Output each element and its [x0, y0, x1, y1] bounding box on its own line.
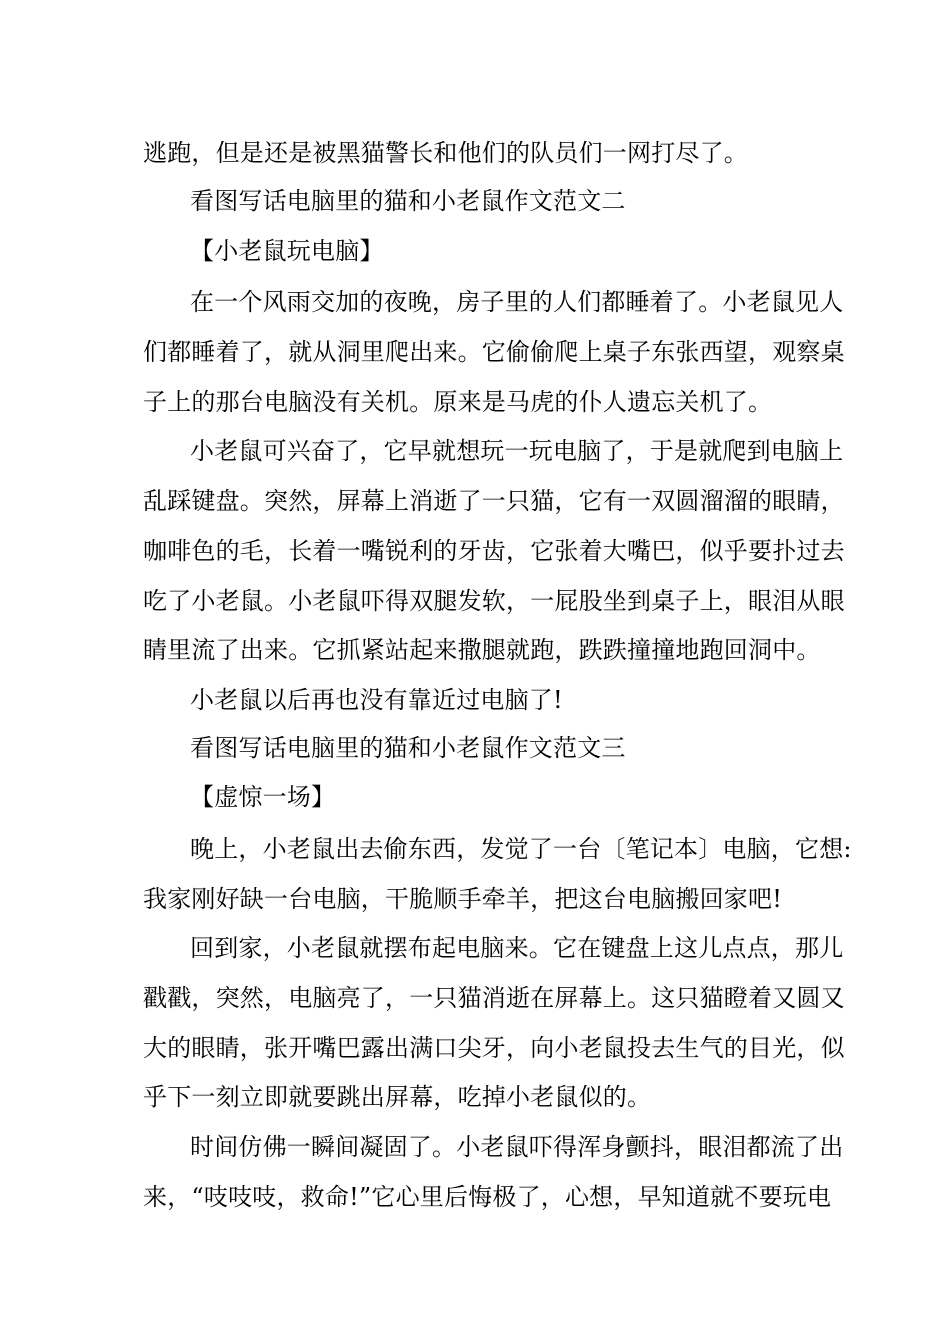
section-title: 看图写话电脑里的猫和小老鼠作文范文三 [190, 734, 626, 762]
paragraph-line: 我家刚好缺一台电脑，干脆顺手牵羊，把这台电脑搬回家吧! [143, 885, 783, 913]
paragraph-line: 晚上，小老鼠出去偷东西，发觉了一台〔笔记本〕电脑，它想: [190, 835, 852, 863]
paragraph-line: 时间仿佛一瞬间凝固了。小老鼠吓得浑身颤抖，眼泪都流了出 [190, 1133, 844, 1161]
paragraph-line: 乎下一刻立即就要跳出屏幕，吃掉小老鼠似的。 [143, 1083, 652, 1111]
paragraph-line: 睛里流了出来。它抓紧站起来撒腿就跑，跌跌撞撞地跑回洞中。 [143, 636, 821, 664]
paragraph-line: 戳戳，突然，电脑亮了，一只猫消逝在屏幕上。这只猫瞪着又圆又 [143, 984, 845, 1012]
section-title: 看图写话电脑里的猫和小老鼠作文范文二 [190, 187, 626, 215]
paragraph-line: 子上的那台电脑没有关机。原来是马虎的仆人遗忘关机了。 [143, 388, 773, 416]
paragraph-line: 回到家，小老鼠就摆布起电脑来。它在键盘上这儿点点，那儿 [190, 934, 844, 962]
paragraph-line: 在一个风雨交加的夜晚，房子里的人们都睡着了。小老鼠见人 [190, 288, 844, 316]
paragraph-line: 逃跑，但是还是被黑猫警长和他们的队员们一网打尽了。 [143, 139, 748, 167]
paragraph-line: 小老鼠可兴奋了，它早就想玩一玩电脑了，于是就爬到电脑上 [190, 437, 844, 465]
paragraph-line: 咖啡色的毛，长着一嘴锐利的牙齿，它张着大嘴巴，似乎要扑过去 [143, 537, 845, 565]
paragraph-line: 乱踩键盘。突然，屏幕上消逝了一只猫，它有一双圆溜溜的眼睛， [143, 487, 845, 515]
paragraph-line: 吃了小老鼠。小老鼠吓得双腿发软，一屁股坐到桌子上，眼泪从眼 [143, 587, 845, 615]
paragraph-line: 大的眼睛，张开嘴巴露出满口尖牙，向小老鼠投去生气的目光，似 [143, 1034, 845, 1062]
paragraph-line: 们都睡着了，就从洞里爬出来。它偷偷爬上桌子东张西望，观察桌 [143, 338, 845, 366]
essay-title: 【虚惊一场】 [190, 783, 336, 811]
paragraph-line: 来，“吱吱吱，救命!”它心里后悔极了，心想，早知道就不要玩电 [143, 1183, 832, 1211]
paragraph-line: 小老鼠以后再也没有靠近过电脑了! [190, 686, 563, 714]
essay-title: 【小老鼠玩电脑】 [190, 237, 384, 265]
